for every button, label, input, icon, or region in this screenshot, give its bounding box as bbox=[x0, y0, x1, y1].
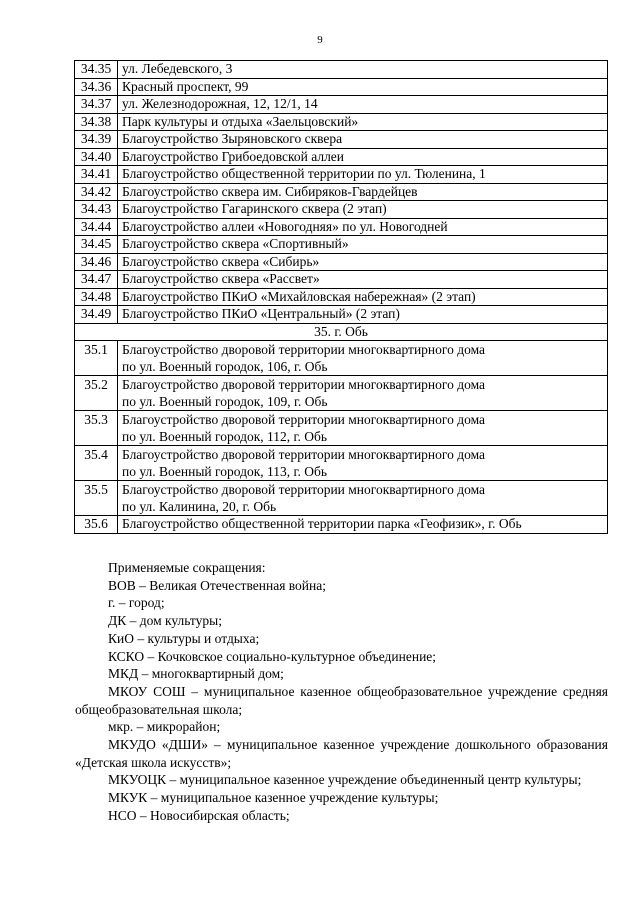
projects-table bbox=[74, 60, 608, 534]
abbreviation-item: МКУДО «ДШИ» – муниципальное казенное учреждение дошкольного образования «Детская школа искусств»; bbox=[75, 737, 608, 770]
row-number: 34.36 bbox=[75, 78, 118, 96]
row-text-line: Благоустройство дворовой территории многоквартирного дома bbox=[122, 482, 486, 497]
abbreviation-item: ДК – дом культуры; bbox=[108, 613, 222, 629]
table-row bbox=[75, 271, 608, 289]
abbreviation-item: КиО – культуры и отдыха; bbox=[108, 630, 260, 646]
row-text bbox=[118, 376, 608, 411]
row-text: Красный проспект, 99 bbox=[118, 78, 608, 96]
row-text-line: по ул. Военный городок, 106, г. Обь bbox=[122, 359, 328, 374]
row-number: 34.46 bbox=[75, 253, 118, 271]
abbreviation-item: МКУК – муниципальное казенное учреждение культуры; bbox=[108, 790, 439, 806]
row-number: 34.47 bbox=[75, 271, 118, 289]
page-number: 9 bbox=[317, 34, 323, 46]
row-number: 34.44 bbox=[75, 218, 118, 236]
row-number: 34.39 bbox=[75, 131, 118, 149]
abbreviation-item: МКУОЦК – муниципальное казенное учреждение объединенный центр культуры; bbox=[108, 772, 582, 788]
abbreviation-item: ВОВ – Великая Отечественная война; bbox=[108, 577, 326, 593]
table-row bbox=[75, 446, 608, 481]
row-text: Благоустройство сквера «Спортивный» bbox=[118, 236, 608, 254]
row-text-line: Благоустройство дворовой территории многоквартирного дома bbox=[122, 447, 486, 462]
row-text-line: Благоустройство дворовой территории многоквартирного дома bbox=[122, 377, 486, 392]
row-text-line: по ул. Калинина, 20, г. Обь bbox=[122, 499, 277, 514]
row-number: 34.37 bbox=[75, 96, 118, 114]
row-text: Благоустройство Грибоедовской аллеи bbox=[118, 148, 608, 166]
abbreviation-item: КСКО – Кочковское социально-культурное объединение; bbox=[108, 648, 437, 664]
row-text-line: по ул. Военный городок, 112, г. Обь bbox=[122, 429, 328, 444]
table-row bbox=[75, 516, 608, 534]
row-number: 35.3 bbox=[75, 411, 118, 446]
table-row bbox=[75, 253, 608, 271]
abbreviation-item: НСО – Новосибирская область; bbox=[108, 807, 290, 823]
row-text: Благоустройство сквера «Сибирь» bbox=[118, 253, 608, 271]
abbreviation-item: мкр. – микрорайон; bbox=[108, 719, 221, 735]
table-row bbox=[75, 131, 608, 149]
table-row bbox=[75, 218, 608, 236]
row-number: 35.4 bbox=[75, 446, 118, 481]
table-row bbox=[75, 113, 608, 131]
table-row bbox=[75, 306, 608, 324]
row-text bbox=[118, 446, 608, 481]
table-row bbox=[75, 481, 608, 516]
row-text: Парк культуры и отдыха «Заельцовский» bbox=[118, 113, 608, 131]
section-row bbox=[75, 323, 608, 341]
row-text-line: по ул. Военный городок, 113, г. Обь bbox=[122, 464, 328, 479]
table-row bbox=[75, 376, 608, 411]
row-text: Благоустройство сквера «Рассвет» bbox=[118, 271, 608, 289]
table-row bbox=[75, 288, 608, 306]
table-row bbox=[75, 61, 608, 79]
row-number: 34.42 bbox=[75, 183, 118, 201]
abbreviation-item: МКД – многоквартирный дом; bbox=[108, 666, 284, 682]
row-number: 35.6 bbox=[75, 516, 118, 534]
row-text: Благоустройство сквера им. Сибиряков-Гвардейцев bbox=[118, 183, 608, 201]
abbreviation-item: г. – город; bbox=[108, 595, 165, 611]
row-text bbox=[118, 341, 608, 376]
row-text: ул. Железнодорожная, 12, 12/1, 14 bbox=[118, 96, 608, 114]
row-text bbox=[118, 481, 608, 516]
row-text bbox=[118, 411, 608, 446]
row-text: Благоустройство общественной территории парка «Геофизик», г. Обь bbox=[118, 516, 608, 534]
row-text: Благоустройство ПКиО «Центральный» (2 этап) bbox=[118, 306, 608, 324]
row-number: 34.41 bbox=[75, 166, 118, 184]
row-number: 34.49 bbox=[75, 306, 118, 324]
row-text: Благоустройство ПКиО «Михайловская набережная» (2 этап) bbox=[118, 288, 608, 306]
table-row bbox=[75, 201, 608, 219]
row-text: Благоустройство общественной территории по ул. Тюленина, 1 bbox=[118, 166, 608, 184]
row-text: ул. Лебедевского, 3 bbox=[118, 61, 608, 79]
row-number: 35.5 bbox=[75, 481, 118, 516]
row-number: 35.2 bbox=[75, 376, 118, 411]
row-number: 34.35 bbox=[75, 61, 118, 79]
row-number: 35.1 bbox=[75, 341, 118, 376]
row-text-line: Благоустройство дворовой территории многоквартирного дома bbox=[122, 412, 486, 427]
row-text-line: по ул. Военный городок, 109, г. Обь bbox=[122, 394, 328, 409]
table-row bbox=[75, 96, 608, 114]
abbreviations-title: Применяемые сокращения: bbox=[108, 560, 266, 575]
table-row bbox=[75, 166, 608, 184]
row-text: Благоустройство Гагаринского сквера (2 этап) bbox=[118, 201, 608, 219]
row-number: 34.43 bbox=[75, 201, 118, 219]
table-row bbox=[75, 341, 608, 376]
row-number: 34.45 bbox=[75, 236, 118, 254]
table-row bbox=[75, 78, 608, 96]
table-row bbox=[75, 148, 608, 166]
abbreviations-section bbox=[75, 559, 608, 825]
row-number: 34.48 bbox=[75, 288, 118, 306]
section-title: 35. г. Обь bbox=[75, 323, 608, 341]
row-number: 34.38 bbox=[75, 113, 118, 131]
table-row bbox=[75, 236, 608, 254]
table-row bbox=[75, 183, 608, 201]
row-number: 34.40 bbox=[75, 148, 118, 166]
table-row bbox=[75, 411, 608, 446]
row-text: Благоустройство аллеи «Новогодняя» по ул. Новогодней bbox=[118, 218, 608, 236]
row-text: Благоустройство Зыряновского сквера bbox=[118, 131, 608, 149]
row-text-line: Благоустройство дворовой территории многоквартирного дома bbox=[122, 342, 486, 357]
abbreviation-item: МКОУ СОШ – муниципальное казенное общеобразовательное учреждение средняя общеобразовательная школа; bbox=[75, 683, 608, 717]
